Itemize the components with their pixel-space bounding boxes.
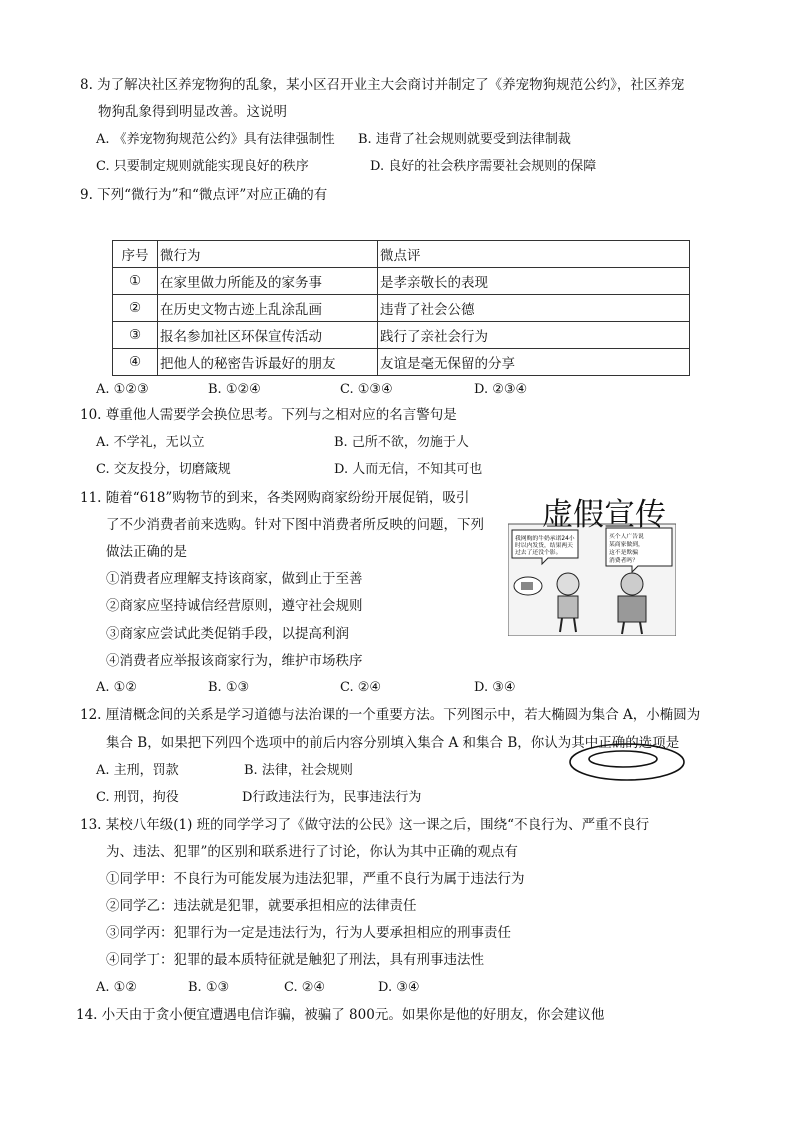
row-behavior: 在家里做力所能及的家务事 xyxy=(158,268,378,295)
q13-option-b: B. ①③ xyxy=(188,980,230,995)
q12-option-c: C. 刑罚，拘役 xyxy=(96,790,179,805)
q8-stem-line2: 物狗乱象得到明显改善。这说明 xyxy=(98,104,287,120)
table-row xyxy=(113,349,690,376)
q13-option-a: A. ①② xyxy=(96,980,137,995)
q8-option-c: C. 只要制定规则就能实现良好的秩序 xyxy=(96,159,309,174)
q10-option-d: D. 人而无信，不知其可也 xyxy=(334,462,483,477)
q12-stem-line2: 集合 B，如果把下列四个选项中的前后内容分别填入集合 A 和集合 B，你认为其中正确的选项是 xyxy=(106,735,680,751)
q12-option-b: B. 法律，社会规则 xyxy=(244,763,353,778)
q12-option-a: A. 主刑，罚款 xyxy=(96,763,179,778)
q11-stem-line2: 了不少消费者前来选购。针对下图中消费者所反映的问题，下列 xyxy=(106,517,484,533)
q11-stem-line3: 做法正确的是 xyxy=(106,544,187,560)
row-number: ② xyxy=(113,295,158,322)
q13-statement-1: ①同学甲：不良行为可能发展为违法犯罪，严重不良行为属于违法行为 xyxy=(106,871,525,887)
q11-option-a: A. ①② xyxy=(96,680,137,695)
q11-stem-line1: 11. 随着“618”购物节的到来，各类网购商家纷纷开展促销，吸引 xyxy=(80,490,470,506)
q9-option-b: B. ①②④ xyxy=(208,382,261,397)
q11-statement-3: ③商家应尝试此类促销手段，以提高利润 xyxy=(106,626,349,642)
q11-statement-4: ④消费者应举报该商家行为，维护市场秩序 xyxy=(106,653,363,669)
q9-option-c: C. ①③④ xyxy=(340,382,393,397)
row-behavior: 报名参加社区环保宣传活动 xyxy=(158,322,378,349)
svg-text:这不是欺骗: 这不是欺骗 xyxy=(609,550,638,556)
q8-stem-line1: 8. 为了解决社区养宠物狗的乱象，某小区召开业主大会商讨并制定了《养宠物狗规范公约》，社区养宠 xyxy=(80,77,685,93)
row-number: ④ xyxy=(113,349,158,376)
table-header-row xyxy=(113,241,690,268)
q8-option-d: D. 良好的社会秩序需要社会规则的保障 xyxy=(370,159,597,174)
svg-text:消费者吗？: 消费者吗？ xyxy=(609,558,638,564)
q10-option-c: C. 交友投分，切磨箴规 xyxy=(96,462,231,477)
q13-option-c: C. ②④ xyxy=(284,980,326,995)
row-comment: 践行了亲社会行为 xyxy=(378,322,690,349)
row-number: ① xyxy=(113,268,158,295)
q12-set-diagram xyxy=(568,742,686,782)
row-number: ③ xyxy=(113,322,158,349)
q11-cartoon-title: 虚假宣传 xyxy=(542,497,666,533)
table-row xyxy=(113,268,690,295)
row-comment: 违背了社会公德 xyxy=(378,295,690,322)
svg-text:买个人广告说: 买个人广告说 xyxy=(609,534,644,540)
q8-option-b: B. 违背了社会规则就要受到法律制裁 xyxy=(358,132,571,147)
q13-statement-3: ③同学丙：犯罪行为一定是违法行为，行为人要承担相应的刑事责任 xyxy=(106,925,511,941)
q9-option-a: A. ①②③ xyxy=(96,382,149,397)
q11-option-c: C. ②④ xyxy=(340,680,382,695)
q12-option-d: D行政违法行为，民事违法行为 xyxy=(242,790,422,805)
row-comment: 友谊是毫无保留的分享 xyxy=(378,349,690,376)
q9-option-d: D. ②③④ xyxy=(474,382,528,397)
svg-text:过去了还没个影。: 过去了还没个影。 xyxy=(515,550,562,556)
q9-stem: 9. 下列“微行为”和“微点评”对应正确的有 xyxy=(80,187,328,203)
q13-option-d: D. ③④ xyxy=(378,980,420,995)
q12-stem-line1: 12. 厘清概念间的关系是学习道德与法治课的一个重要方法。下列图示中，若大椭圆为集合 A，小椭圆为 xyxy=(80,707,701,723)
q10-stem: 10. 尊重他人需要学会换位思考。下列与之相对应的名言警句是 xyxy=(80,407,457,423)
row-behavior: 把他人的秘密告诉最好的朋友 xyxy=(158,349,378,376)
q13-statement-2: ②同学乙：违法就是犯罪，就要承担相应的法律责任 xyxy=(106,898,417,914)
svg-text:时以内发货，结果两天: 时以内发货，结果两天 xyxy=(515,543,573,549)
q14-stem: 14. 小天由于贪小便宜遭遇电信诈骗，被骗了 800元。如果你是他的好朋友，你会建议他 xyxy=(76,1007,605,1023)
svg-text:某商家做到，: 某商家做到， xyxy=(609,542,644,548)
q11-option-d: D. ③④ xyxy=(474,680,516,695)
header-cell-behavior: 微行为 xyxy=(158,241,378,268)
header-cell-number: 序号 xyxy=(113,241,158,268)
q13-stem-line1: 13. 某校八年级(1) 班的同学学习了《做守法的公民》这一课之后，围绕“不良行为、严重不良行 xyxy=(80,817,650,833)
table-row xyxy=(113,295,690,322)
q11-option-b: B. ①③ xyxy=(208,680,250,695)
table-row xyxy=(113,322,690,349)
svg-text:我网购的牛奶承诺24小: 我网购的牛奶承诺24小 xyxy=(515,536,575,542)
header-cell-comment: 微点评 xyxy=(378,241,690,268)
row-behavior: 在历史文物古迹上乱涂乱画 xyxy=(158,295,378,322)
q10-option-a: A. 不学礼，无以立 xyxy=(96,435,205,450)
q11-statement-2: ②商家应坚持诚信经营原则，遵守社会规则 xyxy=(106,598,363,614)
q9-table xyxy=(112,240,690,376)
q13-stem-line2: 为、违法、犯罪”的区别和联系进行了讨论，你认为其中正确的观点有 xyxy=(106,844,518,860)
q8-option-a: A. 《养宠物狗规范公约》具有法律强制性 xyxy=(96,132,335,147)
row-comment: 是孝亲敬长的表现 xyxy=(378,268,690,295)
q10-option-b: B. 己所不欲，勿施于人 xyxy=(334,435,469,450)
q13-statement-4: ④同学丁：犯罪的最本质特征就是触犯了刑法，具有刑事违法性 xyxy=(106,952,484,968)
q11-statement-1: ①消费者应理解支持该商家，做到止于至善 xyxy=(106,571,363,587)
